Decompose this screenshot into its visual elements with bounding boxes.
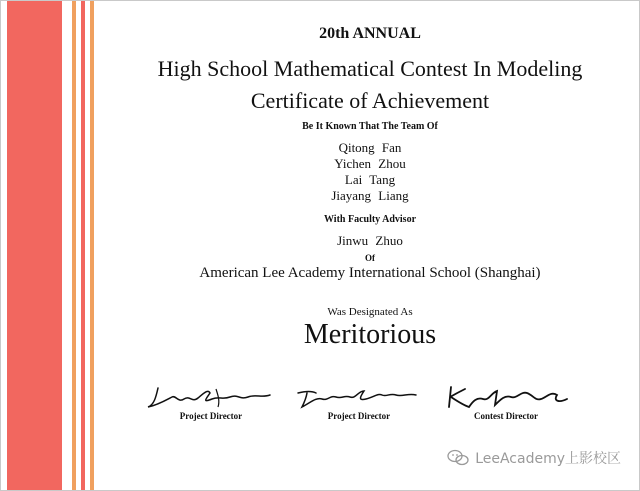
of-label: Of xyxy=(365,253,375,263)
advisor-label: With Faculty Advisor xyxy=(323,214,417,225)
signature-role: Project Director xyxy=(179,411,243,421)
watermark xyxy=(447,448,621,468)
contest-name: High School Mathematical Contest In Modeling xyxy=(157,56,583,81)
advisor-name: Jinwu Zhuo xyxy=(337,233,403,248)
handwritten-signature xyxy=(146,383,276,413)
handwritten-signature xyxy=(294,383,424,413)
decorative-stripe-thin xyxy=(90,1,94,490)
edition-heading: 20th ANNUAL xyxy=(319,25,421,42)
team-member-name: Yichen Zhou xyxy=(334,156,406,171)
team-member-name: Qitong Fan xyxy=(338,140,402,155)
signature-role: Project Director xyxy=(327,411,391,421)
watermark-text: LeeAcademy上影校区 xyxy=(475,451,621,467)
signature-role: Contest Director xyxy=(473,411,539,421)
signature-block-contest-director xyxy=(431,383,581,421)
signature-block-project-director-2 xyxy=(284,383,434,421)
award-title: Meritorious xyxy=(303,319,437,350)
school-name: American Lee Academy International School (Shanghai) xyxy=(199,265,541,281)
signature-block-project-director-1 xyxy=(136,383,286,421)
handwritten-signature xyxy=(441,383,571,413)
team-intro-label: Be It Known That The Team Of xyxy=(302,121,438,132)
team-member-name: Jiayang Liang xyxy=(331,188,409,203)
team-member-name: Lai Tang xyxy=(344,172,396,187)
decorative-stripe-thin xyxy=(72,1,76,490)
certificate-title: Certificate of Achievement xyxy=(250,88,490,113)
wechat-icon xyxy=(447,449,469,467)
decorative-stripe-thin xyxy=(81,1,85,490)
decorative-stripe-wide xyxy=(7,1,62,490)
designation-label: Was Designated As xyxy=(327,306,413,318)
